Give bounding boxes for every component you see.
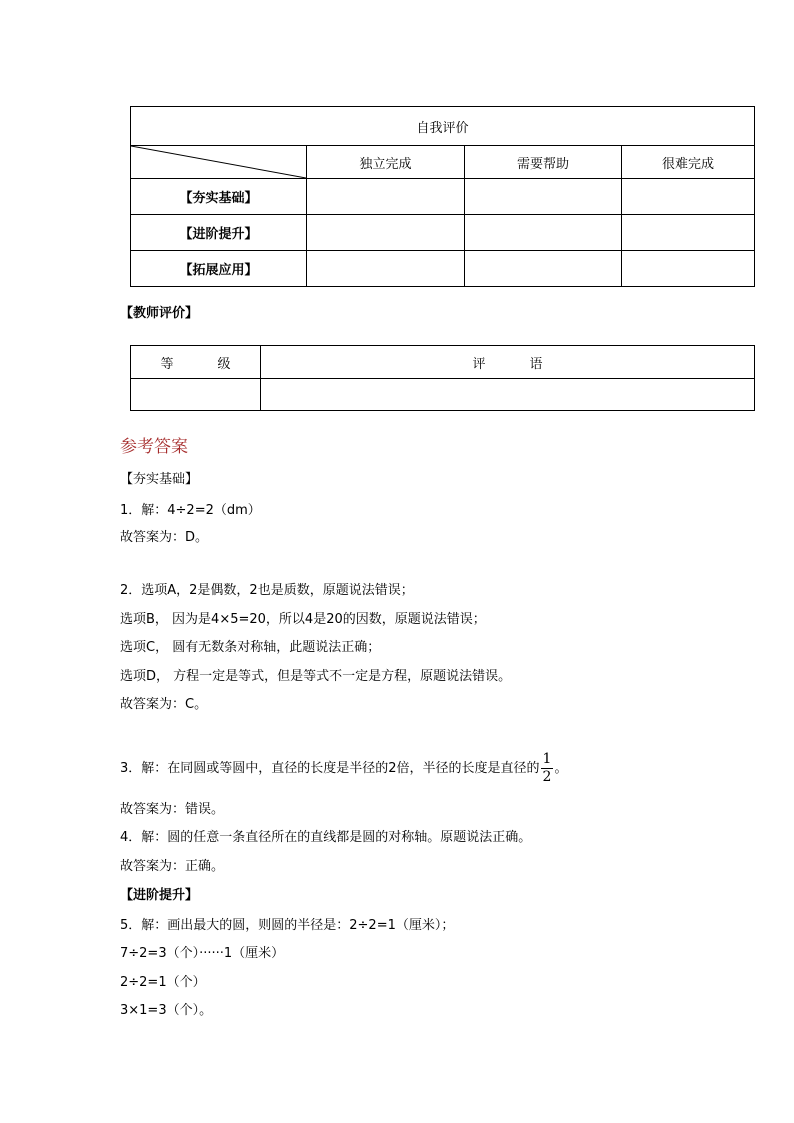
- column-header-comment: [261, 346, 755, 379]
- answer-q5-line4: 3×1=3（个）。: [120, 1003, 213, 1018]
- eval-cell[interactable]: [307, 251, 465, 287]
- fraction-denominator: 2: [542, 769, 552, 785]
- column-header-grade: [131, 346, 261, 379]
- section-heading-advanced: 【进阶提升】: [120, 888, 199, 903]
- column-header-independent: 独立完成: [307, 146, 465, 179]
- teacher-evaluation-table: [130, 345, 755, 411]
- eval-cell[interactable]: [307, 215, 465, 251]
- answer-q4-line2: 故答案为：正确。: [120, 859, 225, 874]
- table-row: [131, 179, 755, 215]
- eval-cell[interactable]: [465, 215, 622, 251]
- answer-q3-line1: [120, 747, 567, 791]
- table-row: [131, 251, 755, 287]
- eval-cell[interactable]: [465, 251, 622, 287]
- grade-char-2: 级: [217, 356, 231, 372]
- answer-title: 参考答案: [120, 437, 188, 457]
- eval-cell[interactable]: [622, 251, 755, 287]
- column-header-hard: 很难完成: [622, 146, 755, 179]
- self-evaluation-table: [130, 106, 755, 287]
- eval-cell[interactable]: [307, 179, 465, 215]
- column-header-need-help: 需要帮助: [465, 146, 622, 179]
- row-label-advanced: 【进阶提升】: [131, 215, 307, 251]
- answer-q3-line2: 故答案为：错误。: [120, 802, 225, 817]
- teacher-eval-heading: 【教师评价】: [120, 306, 199, 321]
- answer-q2-line1: 2．选项A，2是偶数，2也是质数，原题说法错误；: [120, 583, 414, 598]
- self-eval-title: 自我评价: [131, 107, 755, 146]
- comment-char-1: 评: [472, 356, 486, 372]
- section-heading-basic: 【夯实基础】: [120, 472, 199, 487]
- answer-q2-line4: 选项D， 方程一定是等式，但是等式不一定是方程，原题说法错误。: [120, 669, 512, 684]
- fraction-numerator: 1: [542, 751, 552, 767]
- answer-q2-line5: 故答案为：C。: [120, 697, 208, 712]
- answer-q1-line1: 1．解：4÷2=2（dm）: [120, 503, 261, 518]
- table-row: [131, 215, 755, 251]
- answer-q4-line1: 4．解：圆的任意一条直径所在的直线都是圆的对称轴。原题说法正确。: [120, 830, 532, 845]
- row-label-extended: 【拓展应用】: [131, 251, 307, 287]
- comment-cell[interactable]: [261, 379, 755, 411]
- diagonal-header-cell: [131, 146, 307, 179]
- answer-q5-line2: 7÷2=3（个）······1（厘米）: [120, 946, 285, 961]
- answer-q5-line1: 5．解：画出最大的圆，则圆的半径是：2÷2=1（厘米）；: [120, 918, 455, 933]
- row-label-basic: 【夯实基础】: [131, 179, 307, 215]
- eval-cell[interactable]: [465, 179, 622, 215]
- diagonal-line: [131, 146, 306, 178]
- answer-q2-line3: 选项C， 圆有无数条对称轴，此题说法正确；: [120, 640, 381, 655]
- answer-q3-end: 。: [554, 761, 568, 776]
- grade-cell[interactable]: [131, 379, 261, 411]
- comment-char-2: 语: [529, 356, 543, 372]
- eval-cell[interactable]: [622, 179, 755, 215]
- grade-char-1: 等: [160, 356, 174, 372]
- answer-q2-line2: 选项B， 因为是4×5=20，所以4是20的因数，原题说法错误；: [120, 612, 486, 627]
- answer-q3-text: 3．解：在同圆或等圆中，直径的长度是半径的2倍，半径的长度是直径的: [120, 761, 540, 776]
- eval-cell[interactable]: [622, 215, 755, 251]
- fraction-one-half: [541, 751, 554, 786]
- answer-q1-line2: 故答案为：D。: [120, 530, 209, 545]
- answer-q5-line3: 2÷2=1（个）: [120, 975, 206, 990]
